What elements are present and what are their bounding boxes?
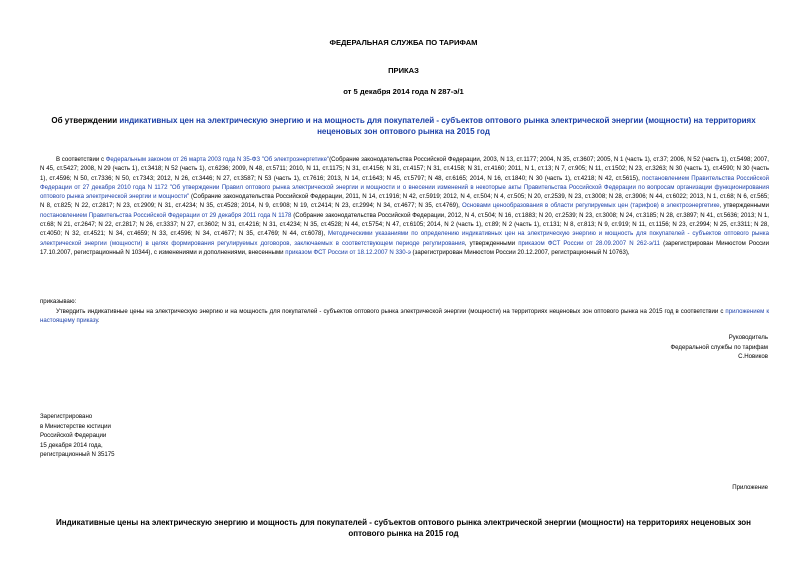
preamble-paragraph: [40, 155, 769, 257]
registration-line-2: в Министерстве юстиции: [40, 422, 111, 430]
preamble-text-4: , утвержденными: [719, 202, 769, 210]
link-federal-law[interactable]: Федеральным законом от 26 марта 2003 года N 35-ФЗ "Об электроэнергетике": [105, 156, 330, 163]
title-prefix: Об утверждении: [51, 116, 120, 125]
registration-line-5: регистрационный N 35175: [40, 451, 115, 458]
preamble-text-1: В соответствии с: [56, 156, 106, 163]
appendix-title: Индикативные цены на электрическую энергию и мощность для покупателей - субъектов оптового рынка электрической энергии (мощности) на территориях неценовых зон оптового рынка на 2015 год: [56, 518, 751, 538]
preamble-text-2: (Собрание законодательства Российской Федерации, 2003, N 13, ст.1177; 2004, N 35, ст.3607; 2005, N 1 (часть 1), ст.37; 2006, N 52 (часть 1), ст.5498; 2007, N 45, ст.5427; 2008, N 29 (часть 1), ст.3418; N 52 (часть 1), ст.6236; 2009, N 48, ст.5711; 2010, N 11, ст.1175; N 31, ст.4156; N 31, ст.4157; N 31, ст.4158; N 31, ст.4160; 2011, N 1, ст.13; N 7, ст.905; N 11, ст.1502; N 23, ст.3263; N 30 (часть 1), ст.4590; N 30 (часть 1), ст.4596; N 50, ст.7336; N 50, ст.7343; 2012, N 26, ст.3446; N 27, ст.3587; N 53 (часть 1), ст.7616; 2013, N 14, ст.1643; N 45, ст.5797; N 48, ст.6165; 2014, N 16, ст.1840; N 30 (часть 1), ст.4218; N 42, ст.5615),: [40, 156, 769, 182]
link-methodical-guidelines[interactable]: Методическими указаниями по определению индикативных цен на электрическую энергию и мощность для покупателей - субъектов оптового рынка электрической энергии (мощности) в целях формирования регулируемых договоров, заключаемых в соответствующем периоде регулирования: [40, 230, 769, 247]
preamble-text-7: (зарегистрирован Минюстом России 17.10.2007, регистрационный N 10344), с изменениями и дополнениями, внесенными: [40, 239, 769, 256]
order-item-paragraph: [40, 307, 769, 326]
signature-name: С.Новиков: [738, 353, 768, 360]
document-type: ПРИКАЗ: [388, 66, 419, 75]
preamble-text-3: (Собрание законодательства Российской Федерации, 2011, N 14, ст.1916; N 42, ст.5919; 2012, N 4, ст.504; N 4, ст.505; N 20, ст.2539, N 23, ст.3008; N 28, ст.3906; N 44, ст.6022; 2013, N 1, ст.68; N 6, ст.565; N 8, ст.825; N 22, ст.2817; N 23, ст.2909; N 31, ст.4234; N 35, ст.4528; 2014, N 9, ст.908; N 19, ст.2414; N 23, ст.2994; N 34, ст.4677; N 35, ст.4769),: [40, 193, 769, 210]
title-link[interactable]: индикативных цен на электрическую энергию и на мощность для покупателей - субъектов оптового рынка электрической энергии (мощности) на территориях неценовых зон оптового рынка на 2015 год: [119, 116, 756, 136]
link-order-262[interactable]: приказом ФСТ России от 28.09.2007 N 262-э/11: [518, 239, 660, 247]
agency-name: ФЕДЕРАЛЬНАЯ СЛУЖБА ПО ТАРИФАМ: [329, 38, 478, 47]
registration-line-1: Зарегистрировано: [40, 413, 93, 420]
preamble-text-8: (зарегистрирован Минюстом России 20.12.2007, регистрационный N 10763),: [410, 248, 630, 256]
order-item-text-2: .: [97, 317, 100, 325]
document-date-number: от 5 декабря 2014 года N 287-э/1: [343, 87, 464, 96]
link-order-330[interactable]: приказом ФСТ России от 18.12.2007 N 330-э: [285, 248, 411, 256]
document-title: [40, 115, 767, 137]
signature-organization: Федеральной службы по тарифам: [670, 343, 768, 351]
link-pricing-basics[interactable]: Основами ценообразования в области регулируемых цен (тарифов) в электроэнергетике: [462, 202, 720, 210]
orders-label: приказываю:: [40, 298, 77, 305]
preamble-text-6: , утвержденными: [464, 239, 519, 247]
signature-block: [560, 333, 768, 362]
preamble-text-5: (Собрание законодательства Российской Федерации, 2012, N 4, ст.504; N 16, ст.1883; N 20, ст.2539; N 23, ст.3008; N 24, ст.3185; N 28, ст.3897; N 41, ст.5636; 2013; N 1, ст.68; N 21, ст.2647; N 22, ст.2817; N 26, ст.3337; N 27, ст.3602; N 31, ст.4216; N 31, ст.4234; N 35, ст.4528; N 44, ст.5754; N 47, ст.6105; 2014, N 2 (часть 1), ст.89; N 2 (часть 1), ст.131; N 8, ст.813; N 9, ст.919; N 11, ст.1156; N 23, ст.2994; N 25, ст.3311; N 28, ст.4050; N 32, ст.4521; N 34, ст.4659; N 33, ст.4596; N 34, ст.4677; N 35, ст.4769; N 44, ст.6078),: [40, 211, 769, 238]
link-appendix[interactable]: приложением к настоящему приказу: [40, 308, 769, 325]
signature-position: Руководитель: [728, 334, 768, 341]
link-resolution-1178[interactable]: постановлением Правительства Российской Федерации от 29 декабря 2011 года N 1178: [40, 211, 292, 219]
order-item-text-1: Утвердить индикативные цены на электрическую энергию и на мощность для покупателей - субъектов оптового рынка электрической энергии (мощности) на территориях неценовых зон оптового рынка на 2015 год в соответствии с: [56, 308, 726, 315]
appendix-label: Приложение: [732, 484, 768, 491]
registration-line-4: 15 декабря 2014 года,: [40, 441, 103, 449]
registration-block: [40, 412, 240, 460]
registration-line-3: Российской Федерации: [40, 432, 107, 439]
link-resolution-1172[interactable]: постановлением Правительства Российской Федерации от 27 декабря 2010 года N 1172 "Об утверждении Правил оптового рынка электрической энергии и мощности и о внесении изменений в некоторые акты Правительства Российской Федерации по вопросам организации функционирования оптового рынка электрической энергии и мощности": [40, 174, 770, 201]
